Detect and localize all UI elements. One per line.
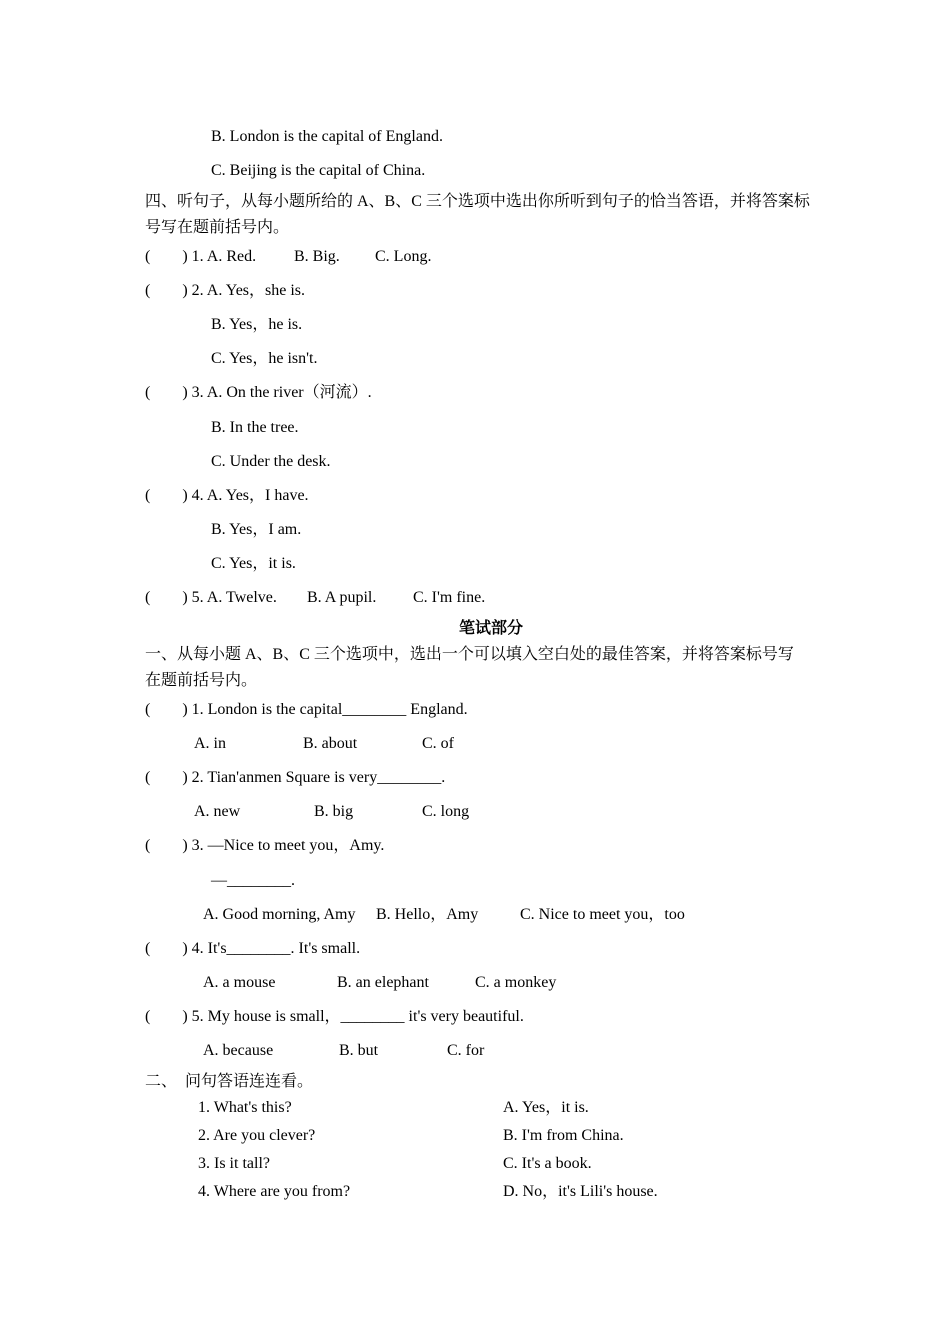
w1-q2-stem: ( ) 2. Tian'anmen Square is very________. [145, 769, 446, 786]
s4-q1-option-c: C. Long. [375, 248, 432, 265]
s4-q5-stem: ( ) 5. A. Twelve. [145, 589, 277, 606]
s4-q3-option-c: C. Under the desk. [211, 453, 331, 470]
w1-q3-stem: ( ) 3. —Nice to meet you，Amy. [145, 837, 385, 854]
w1-q3-option-b: B. Hello，Amy [376, 906, 479, 923]
s4-q2-option-b: B. Yes，he is. [211, 316, 303, 333]
written1-instruction-line1: 一、从每小题 A、B、C 三个选项中，选出一个可以填入空白处的最佳答案，并将答案标号写 [145, 646, 794, 663]
s4-q4-stem: ( ) 4. A. Yes，I have. [145, 487, 309, 504]
match-answer: A. Yes，it is. [503, 1099, 589, 1116]
s4-q2-stem: ( ) 2. A. Yes，she is. [145, 282, 306, 299]
prev-option-c: C. Beijing is the capital of China. [211, 162, 426, 179]
w1-q5-option-a: A. because [203, 1042, 274, 1059]
written2-heading: 二、 问句答语连连看。 [145, 1073, 314, 1090]
written1-instruction-line2: 在题前括号内。 [145, 672, 258, 689]
match-answer: D. No，it's Lili's house. [503, 1183, 658, 1200]
match-answer: C. It's a book. [503, 1155, 592, 1172]
match-question: 4. Where are you from? [198, 1183, 351, 1200]
s4-q3-stem: ( ) 3. A. On the river（河流）. [145, 384, 372, 401]
w1-q4-option-b: B. an elephant [337, 974, 429, 991]
w1-q1-option-c: C. of [422, 735, 454, 752]
match-question: 2. Are you clever? [198, 1127, 316, 1144]
w1-q5-option-b: B. but [339, 1042, 379, 1059]
w1-q5-stem: ( ) 5. My house is small，________ it's very beautiful. [145, 1008, 524, 1025]
w1-q3-option-a: A. Good morning, Amy [203, 906, 356, 923]
s4-q5-option-b: B. A pupil. [307, 589, 377, 606]
written-section-title: 笔试部分 [459, 620, 524, 637]
w1-q3-option-c: C. Nice to meet you，too [520, 906, 685, 923]
w1-q5-option-c: C. for [447, 1042, 485, 1059]
section4-instruction-line2: 号写在题前括号内。 [145, 219, 290, 236]
s4-q2-option-c: C. Yes，he isn't. [211, 350, 318, 367]
match-question: 1. What's this? [198, 1099, 292, 1116]
s4-q1-stem: ( ) 1. A. Red. [145, 248, 257, 265]
w1-q2-option-b: B. big [314, 803, 354, 820]
section4-instruction-line1: 四、听句子，从每小题所给的 A、B、C 三个选项中选出你所听到句子的恰当答语，并将答案标 [145, 193, 810, 210]
w1-q1-stem: ( ) 1. London is the capital________ England. [145, 701, 468, 718]
s4-q4-option-c: C. Yes，it is. [211, 555, 296, 572]
w1-q2-option-a: A. new [194, 803, 241, 820]
s4-q1-option-b: B. Big. [294, 248, 340, 265]
prev-option-b: B. London is the capital of England. [211, 128, 443, 145]
w1-q1-option-a: A. in [194, 735, 226, 752]
s4-q5-option-c: C. I'm fine. [413, 589, 486, 606]
w1-q3-answer-blank: —________. [211, 872, 295, 889]
w1-q4-option-c: C. a monkey [475, 974, 557, 991]
match-question: 3. Is it tall? [198, 1155, 270, 1172]
w1-q1-option-b: B. about [303, 735, 358, 752]
w1-q2-option-c: C. long [422, 803, 470, 820]
w1-q4-option-a: A. a mouse [203, 974, 276, 991]
s4-q4-option-b: B. Yes，I am. [211, 521, 302, 538]
match-answer: B. I'm from China. [503, 1127, 624, 1144]
s4-q3-option-b: B. In the tree. [211, 419, 299, 436]
w1-q4-stem: ( ) 4. It's________. It's small. [145, 940, 361, 957]
